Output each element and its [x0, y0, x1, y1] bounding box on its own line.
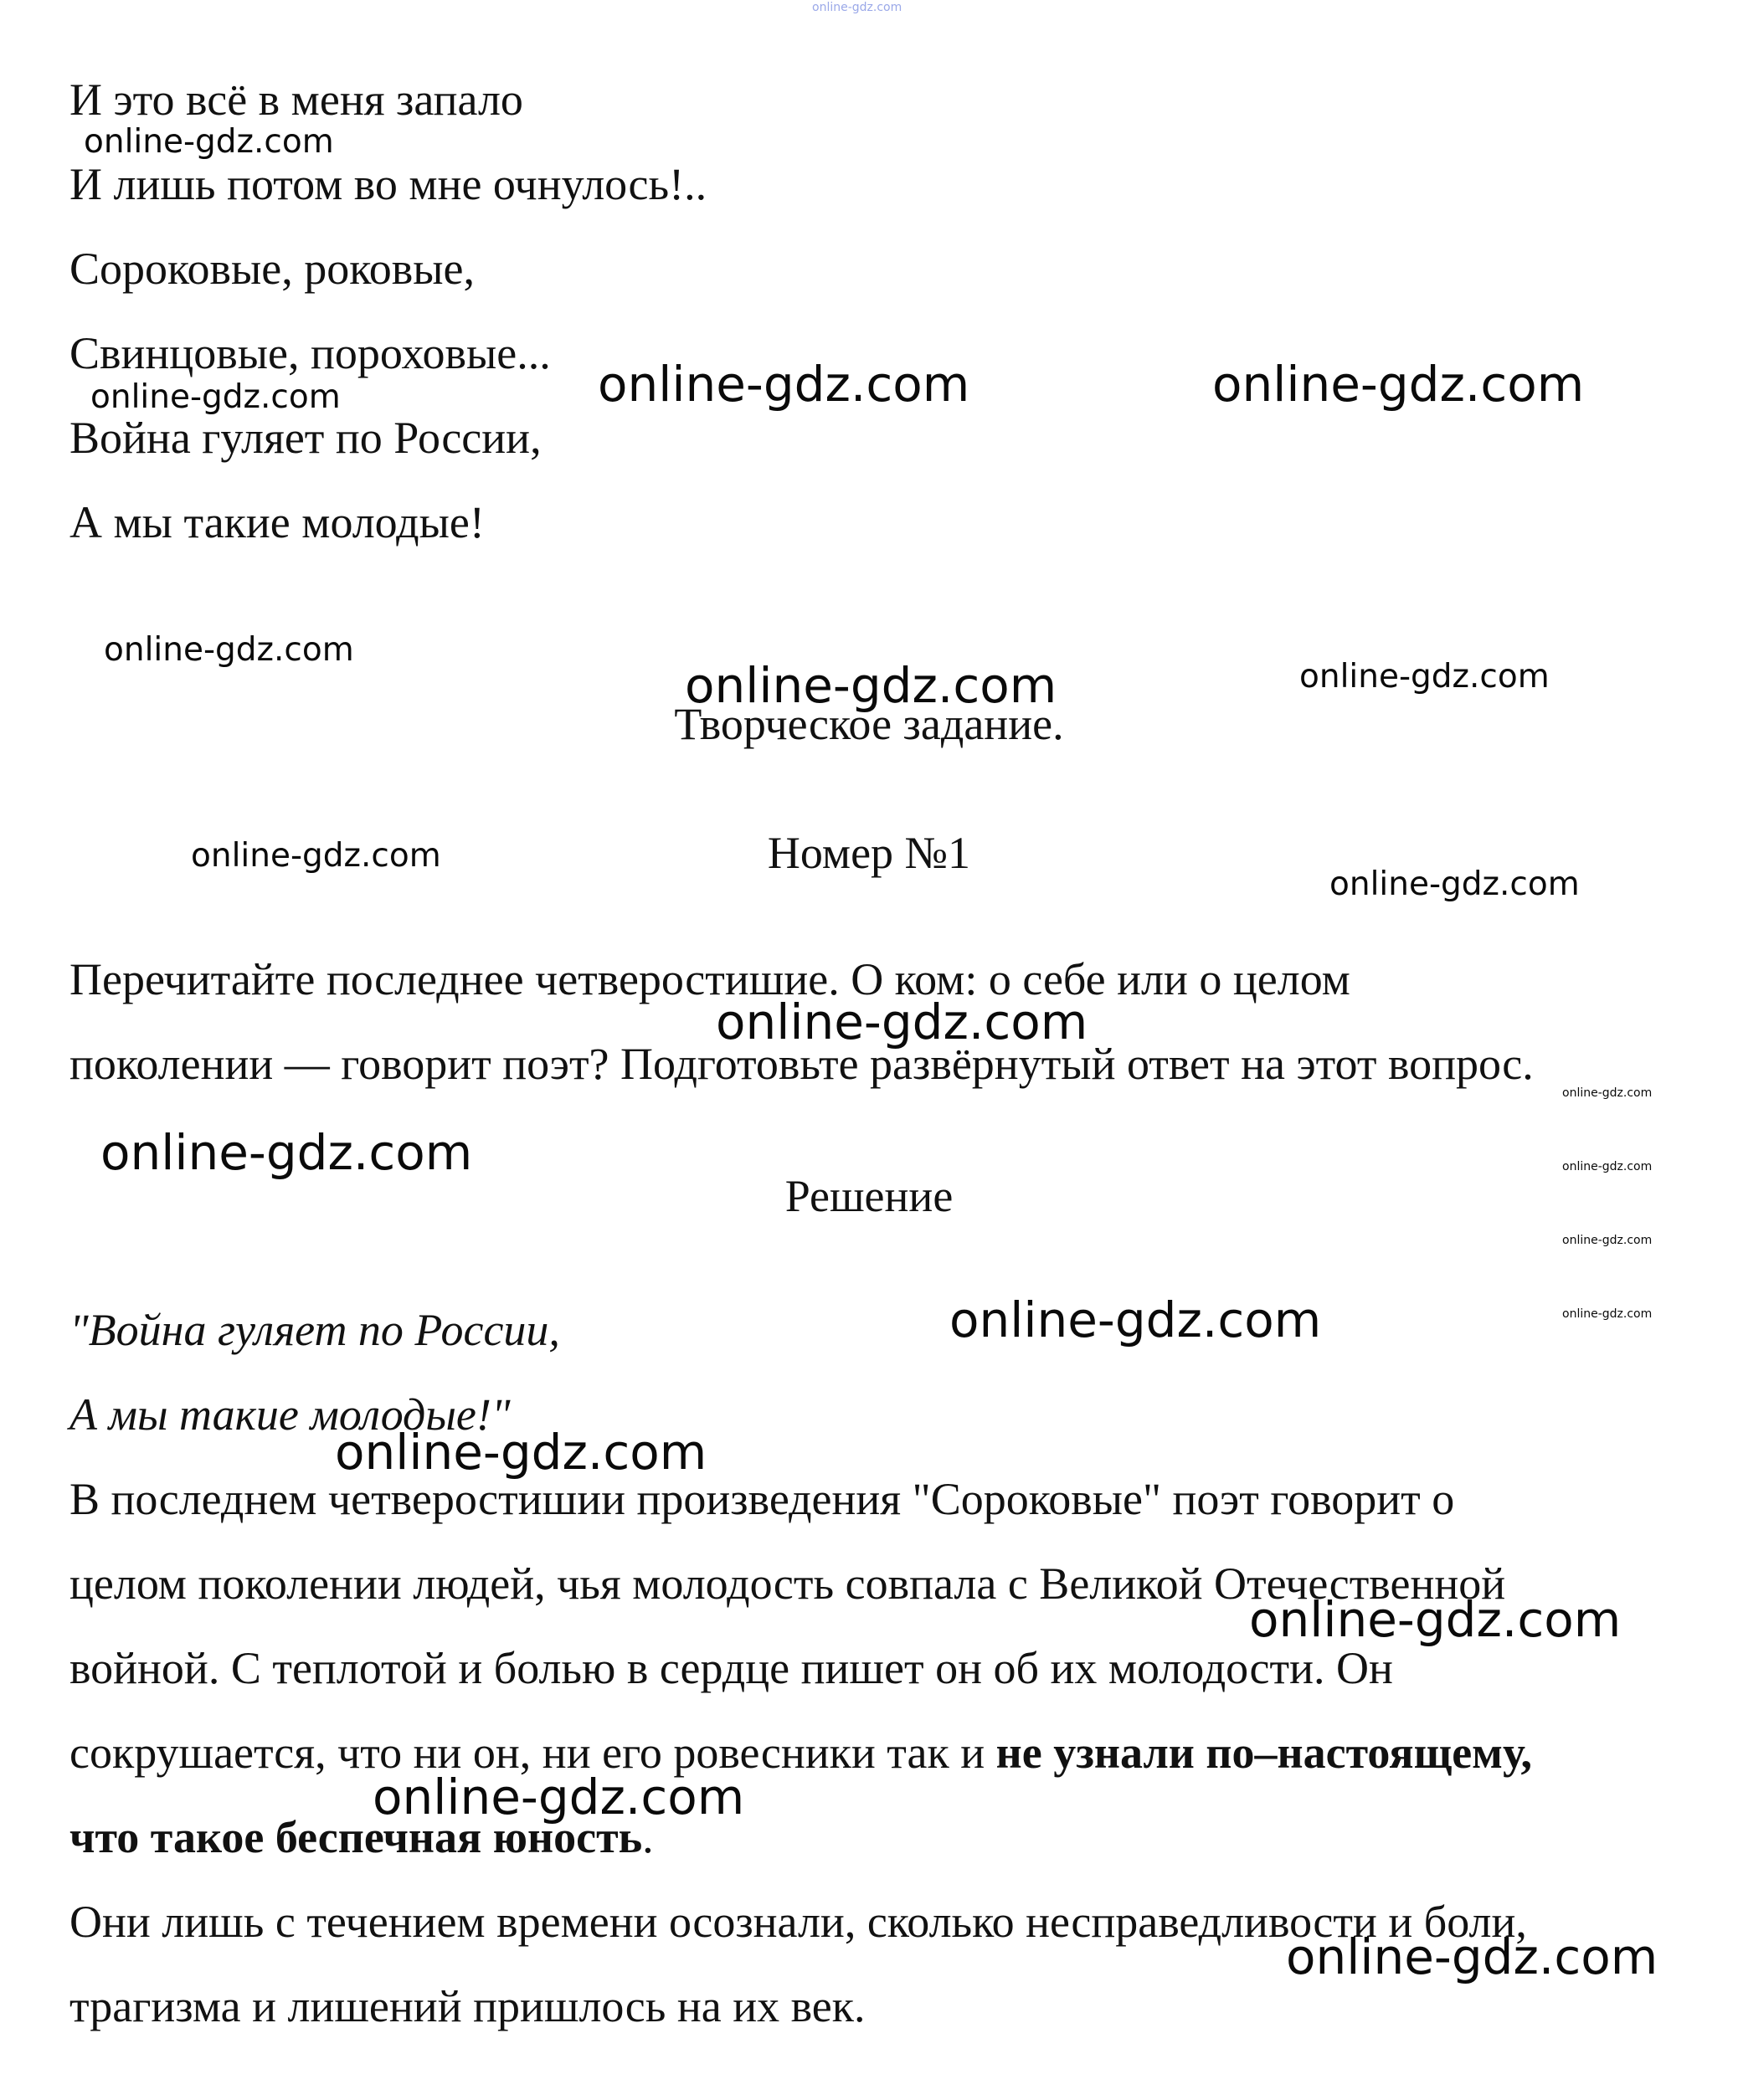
quote-line-1: "Война гуляет по России,	[69, 1305, 560, 1355]
task-number: Номер №1	[767, 828, 971, 878]
paragraph1-line-2: целом поколении людей, чья молодость совпала с Великой Отечественной	[69, 1558, 1506, 1609]
watermark: online-gdz.com	[1249, 1591, 1622, 1648]
watermark: online-gdz.com	[685, 657, 1057, 714]
poem-line-1: И это всё в меня запало	[69, 74, 523, 125]
watermark: online-gdz.com	[104, 631, 354, 669]
paragraph2-line-1: Они лишь с течением времени осознали, сколько несправедливости и боли,	[69, 1897, 1527, 1947]
watermark: online-gdz.com	[598, 356, 970, 413]
solution-heading: Решение	[784, 1171, 954, 1221]
watermark: online-gdz.com	[1562, 1160, 1653, 1173]
watermark-top: online-gdz.com	[812, 1, 902, 14]
watermark: online-gdz.com	[1212, 356, 1585, 413]
watermark: online-gdz.com	[1562, 1234, 1653, 1247]
task-heading: Творческое задание.	[674, 699, 1064, 749]
paragraph1-line-4-bold: не узнали по–настоящему,	[995, 1728, 1533, 1778]
paragraph1-line-5-end: .	[642, 1812, 654, 1862]
paragraph1-line-4	[69, 1728, 1533, 1778]
question-line-2: поколении — говорит поэт? Подготовьте развёрнутый ответ на этот вопрос.	[69, 1039, 1534, 1089]
watermark: online-gdz.com	[1286, 1928, 1658, 1985]
watermark: online-gdz.com	[335, 1424, 707, 1481]
watermark: online-gdz.com	[716, 994, 1088, 1050]
watermark: online-gdz.com	[373, 1769, 745, 1825]
watermark: online-gdz.com	[84, 123, 334, 161]
watermark: online-gdz.com	[90, 378, 341, 416]
poem-line-4: Свинцовые, пороховые...	[69, 328, 551, 378]
watermark: online-gdz.com	[1562, 1086, 1653, 1100]
poem-line-3: Сороковые, роковые,	[69, 244, 475, 294]
watermark: online-gdz.com	[1562, 1307, 1653, 1321]
paragraph2-line-2: трагизма и лишений пришлось на их век.	[69, 1981, 866, 2031]
watermark: online-gdz.com	[1299, 658, 1550, 696]
paragraph1-line-4-plain: сокрушается, что ни он, ни его ровесники так и	[69, 1728, 996, 1778]
question-line-1: Перечитайте последнее четверостишие. О ком: о себе или о целом	[69, 954, 1350, 1004]
watermark: online-gdz.com	[100, 1124, 473, 1181]
poem-line-6: А мы такие молодые!	[69, 497, 485, 547]
paragraph1-line-1: В последнем четверостишии произведения "Сороковые" поэт говорит о	[69, 1474, 1455, 1524]
poem-line-5: Война гуляет по России,	[69, 413, 542, 463]
poem-line-2: И лишь потом во мне очнулось!..	[69, 159, 707, 209]
quote-line-2: А мы такие молодые!"	[69, 1389, 511, 1440]
paragraph1-line-5-bold: что такое беспечная юность	[69, 1812, 643, 1862]
paragraph1-line-3: войной. С теплотой и болью в сердце пишет он об их молодости. Он	[69, 1643, 1393, 1693]
watermark: online-gdz.com	[1329, 865, 1580, 903]
watermark: online-gdz.com	[191, 837, 441, 875]
watermark: online-gdz.com	[949, 1291, 1322, 1348]
